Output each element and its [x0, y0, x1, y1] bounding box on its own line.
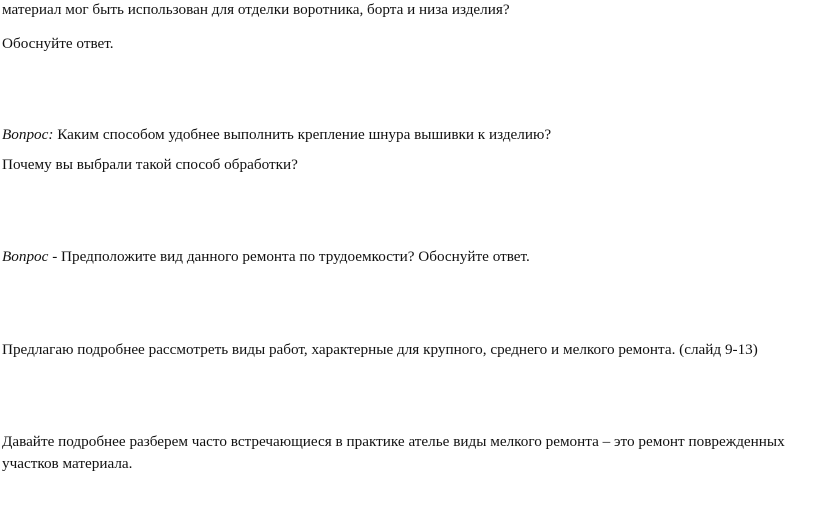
question-text: - Предположите вид данного ремонта по трудоемкости? Обоснуйте ответ.	[48, 248, 530, 265]
text-line: Давайте подробнее разберем часто встречающиеся в практике ателье виды мелкого ремонта – это ремонт поврежденных	[2, 433, 785, 450]
text-line: Почему вы выбрали такой способ обработки?	[2, 156, 298, 173]
text-line: Обоснуйте ответ.	[2, 35, 114, 52]
question-label: Вопрос:	[2, 126, 54, 143]
text-line: материал мог быть использован для отделки воротника, борта и низа изделия?	[2, 1, 510, 18]
text-line: участков материала.	[2, 455, 133, 472]
question-label: Вопрос	[2, 248, 49, 265]
question-line	[2, 126, 551, 144]
question-text: Каким способом удобнее выполнить крепление шнура вышивки к изделию?	[53, 126, 552, 143]
text-line: Предлагаю подробнее рассмотреть виды работ, характерные для крупного, среднего и мелкого ремонта. (слайд 9-13)	[2, 341, 758, 358]
question-line	[2, 248, 530, 266]
